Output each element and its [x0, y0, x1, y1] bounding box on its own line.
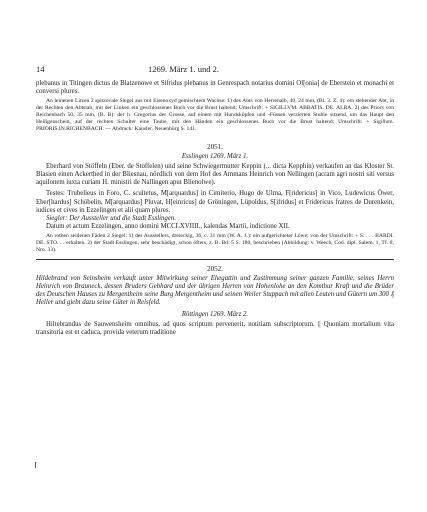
sealers-2051: Siegler: Der Aussteller und die Stadt Esslingen.: [46, 214, 176, 222]
page-header: [36, 64, 394, 76]
document-page: [36, 64, 394, 338]
margin-mark: [35, 462, 36, 468]
regest-2052: Hildebrand von Seinsheim verkauft unter Mitwirkung seiner Ehegattin und Zustimmung seiner ganzen Familie, seines Herrn Heinrich von Brauneck, dessen Bruders Gebhard und der übrigen Herren von Hohenlohe an den Komthur Kraft und die Brüder des Deutschen Hauses zu Mergentheim seine Burg Mergentheim und seinen Weiler Stuppach mit allen Leuten und Gütern um 300 ₰ Heller und giebt dazu seine Güter in Reisfeld.: [36, 274, 394, 307]
doc-number-2052: 2052.: [207, 264, 223, 273]
running-title: 1269. März 1. und 2.: [148, 64, 220, 74]
seal-note-2050: An leinenen Litzen 2 spitzovale Siegel aus mit Eisenoxyd gemischtem Wachse: 1) des Abts von Herrenalb, 40, 24 mm, (Bl. 3. Z. 4): ein stehender Abt, in der Rechten den Abtstab, mit der Linken ein geschlossenes Buch vor die Brust haltend; Umschrift: + SIGILLVM. ABBATIS. DE. ALBA. 2) des Priors von Reichenbach 50, 35 mm, (B. B): der h. Gregorius der Grosse, auf einem mit Hundsköpfen und -Füssen verzierten Stuhle sitzend, um das Haupt den Heiligenschein, auf der rechten Schulter eine Taube, mit den Händen ein geschlossenes Buch vor die Brust haltend; Umschrift: + Sigillum. PRIORIS.IN.RICHENBACH. — Abdruck: Kausler, Neuenbürg S. 141.: [36, 98, 394, 133]
text-2052: Hiltebrandus de Sauwensheim omnibus, ad quos scriptum pervenerit, notitiam subscriptorum. || Quoniam mortalium vita transitoria est et caduca, provida veterum traditione: [36, 321, 394, 337]
continuation-text: plebanus in Titingen dictus de Blatzenowe et Sifridus plebanus in Genrespach notarius domini Ol[onia] de Eberstein et monachi et conversi plures.: [36, 80, 394, 96]
section-divider: [36, 259, 394, 260]
regest-2051: Eberhard von Stöffeln (Eber. de Stoffelen) und seine Schwiegermutter Keppin (... dicta Kepphin) verkaufen an das Kloster St. Blasien einen Ackerthed in der Bliesnau, nördlich von dem Hof des Ammans Heinrich von Nellingen (acram agri nostri siti versus aquilonem iuxta curiam H. ministri de Nallingen aput Blienolwe).: [36, 163, 394, 187]
seal-note-2051: An rothen seidenen Fäden 2 Siegel: 1) des Ausstellers, dreieckig, 36, c. 31 mm (W. A. 1.): ein aufgerichteter Löwe; von der Umschrift: + S. . . . BARDI. DE. STO. . . erhalten. 2) der Stadt Esslingen, sehr beschädigt, schon öfters, z. B. Bd. 5 S. 180, beschrieben (Abbildung: v. Weech, Cod. dipl. Salem. 1, Tf. 8, Nro. 33).: [36, 232, 394, 253]
doc-number-2051: 2051.: [207, 143, 223, 152]
witnesses-2051: Testes: Trubelieus in Foro, C. scultetus, M[arquardus] in Cimiterio, Hugo de Ulma, F[ridericus] in Vico, Ludewicus Öwer, Eber[hardus] Schöbelin, M[arquardus] Pluvat, H[einricus] de Gröningen, Lüpoldus, S[ifridus] et Fridericus fratres de Durenkein, iudices et cives in Ezzelingen et alii quam plures.: [36, 190, 394, 214]
page-number: 14: [36, 64, 45, 74]
dating-2051: Datum et actum Ezzelingen, anno domini MCCLXVIIII., kalendas Martii, indictione XII.: [46, 222, 290, 230]
place-date-2052: Röttingen 1269. März 2.: [181, 311, 249, 319]
place-date-2051: Esslingen 1269. März 1.: [181, 153, 249, 161]
